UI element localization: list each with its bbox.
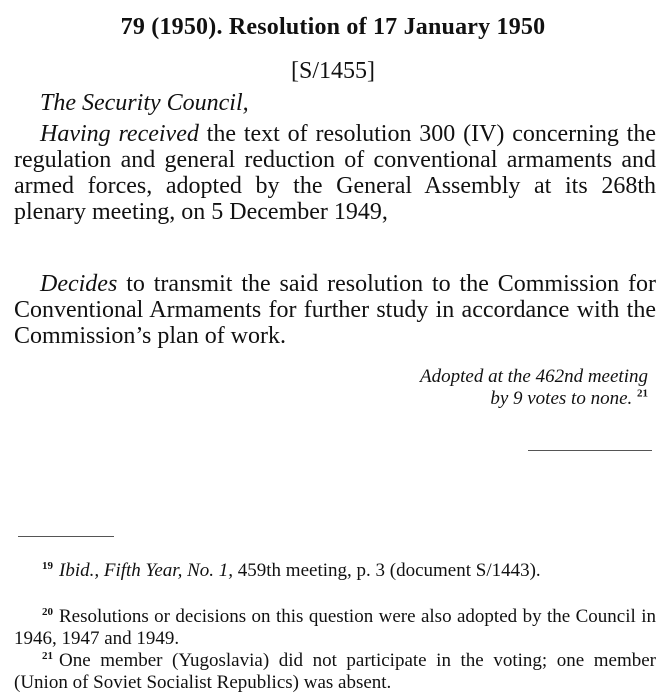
opening-phrase: The Security Council,	[40, 90, 249, 116]
adoption-vote	[348, 388, 648, 410]
paragraph-lead-decides: Decides	[40, 271, 118, 297]
footnote-19	[14, 560, 656, 582]
resolution-title: 79 (1950). Resolution of 17 January 1950	[120, 14, 546, 40]
footnote-text: Resolutions or decisions on this question were also adopted by the Council in 1946, 1947 and 1949.	[14, 606, 656, 649]
adoption-note	[348, 366, 648, 410]
footnote-text: 459th meeting, p. 3 (document S/1443).	[233, 560, 541, 581]
footnote-reference: 21	[637, 387, 648, 400]
paragraph-lead-having-received: Having received	[40, 121, 199, 147]
adoption-meeting: Adopted at the 462nd meeting	[420, 366, 648, 387]
footnote-citation: Ibid., Fifth Year, No. 1,	[59, 560, 234, 581]
paragraph-text-received: the text of resolution 300 (IV) concerning the regulation and general reduction of conventional armaments and armed forces, adopted by the General Assembly at its 268th plenary meeting, on 5 December 1949,	[14, 121, 656, 225]
footnote-mark: 20	[42, 605, 53, 618]
footnote-text: One member (Yugoslavia) did not participate in the voting; one member (Union of Soviet Socialist Republics) was absent.	[14, 650, 656, 693]
resolution-paragraph-decides	[14, 271, 656, 349]
section-divider	[528, 450, 652, 451]
footnote-mark: 21	[42, 649, 53, 662]
footnote-mark: 19	[42, 559, 53, 572]
footnote-21	[14, 650, 656, 694]
resolution-opening	[14, 90, 656, 116]
footnote-20	[14, 606, 656, 650]
adoption-vote-text: by 9 votes to none.	[490, 388, 633, 409]
footnote-separator	[18, 536, 114, 537]
document-symbol: [S/1455]	[291, 58, 375, 84]
resolution-paragraph-received	[14, 121, 656, 225]
paragraph-text-decides: to transmit the said resolution to the Commission for Conventional Armaments for further study in accordance with the Commission’s plan of work.	[14, 271, 656, 349]
